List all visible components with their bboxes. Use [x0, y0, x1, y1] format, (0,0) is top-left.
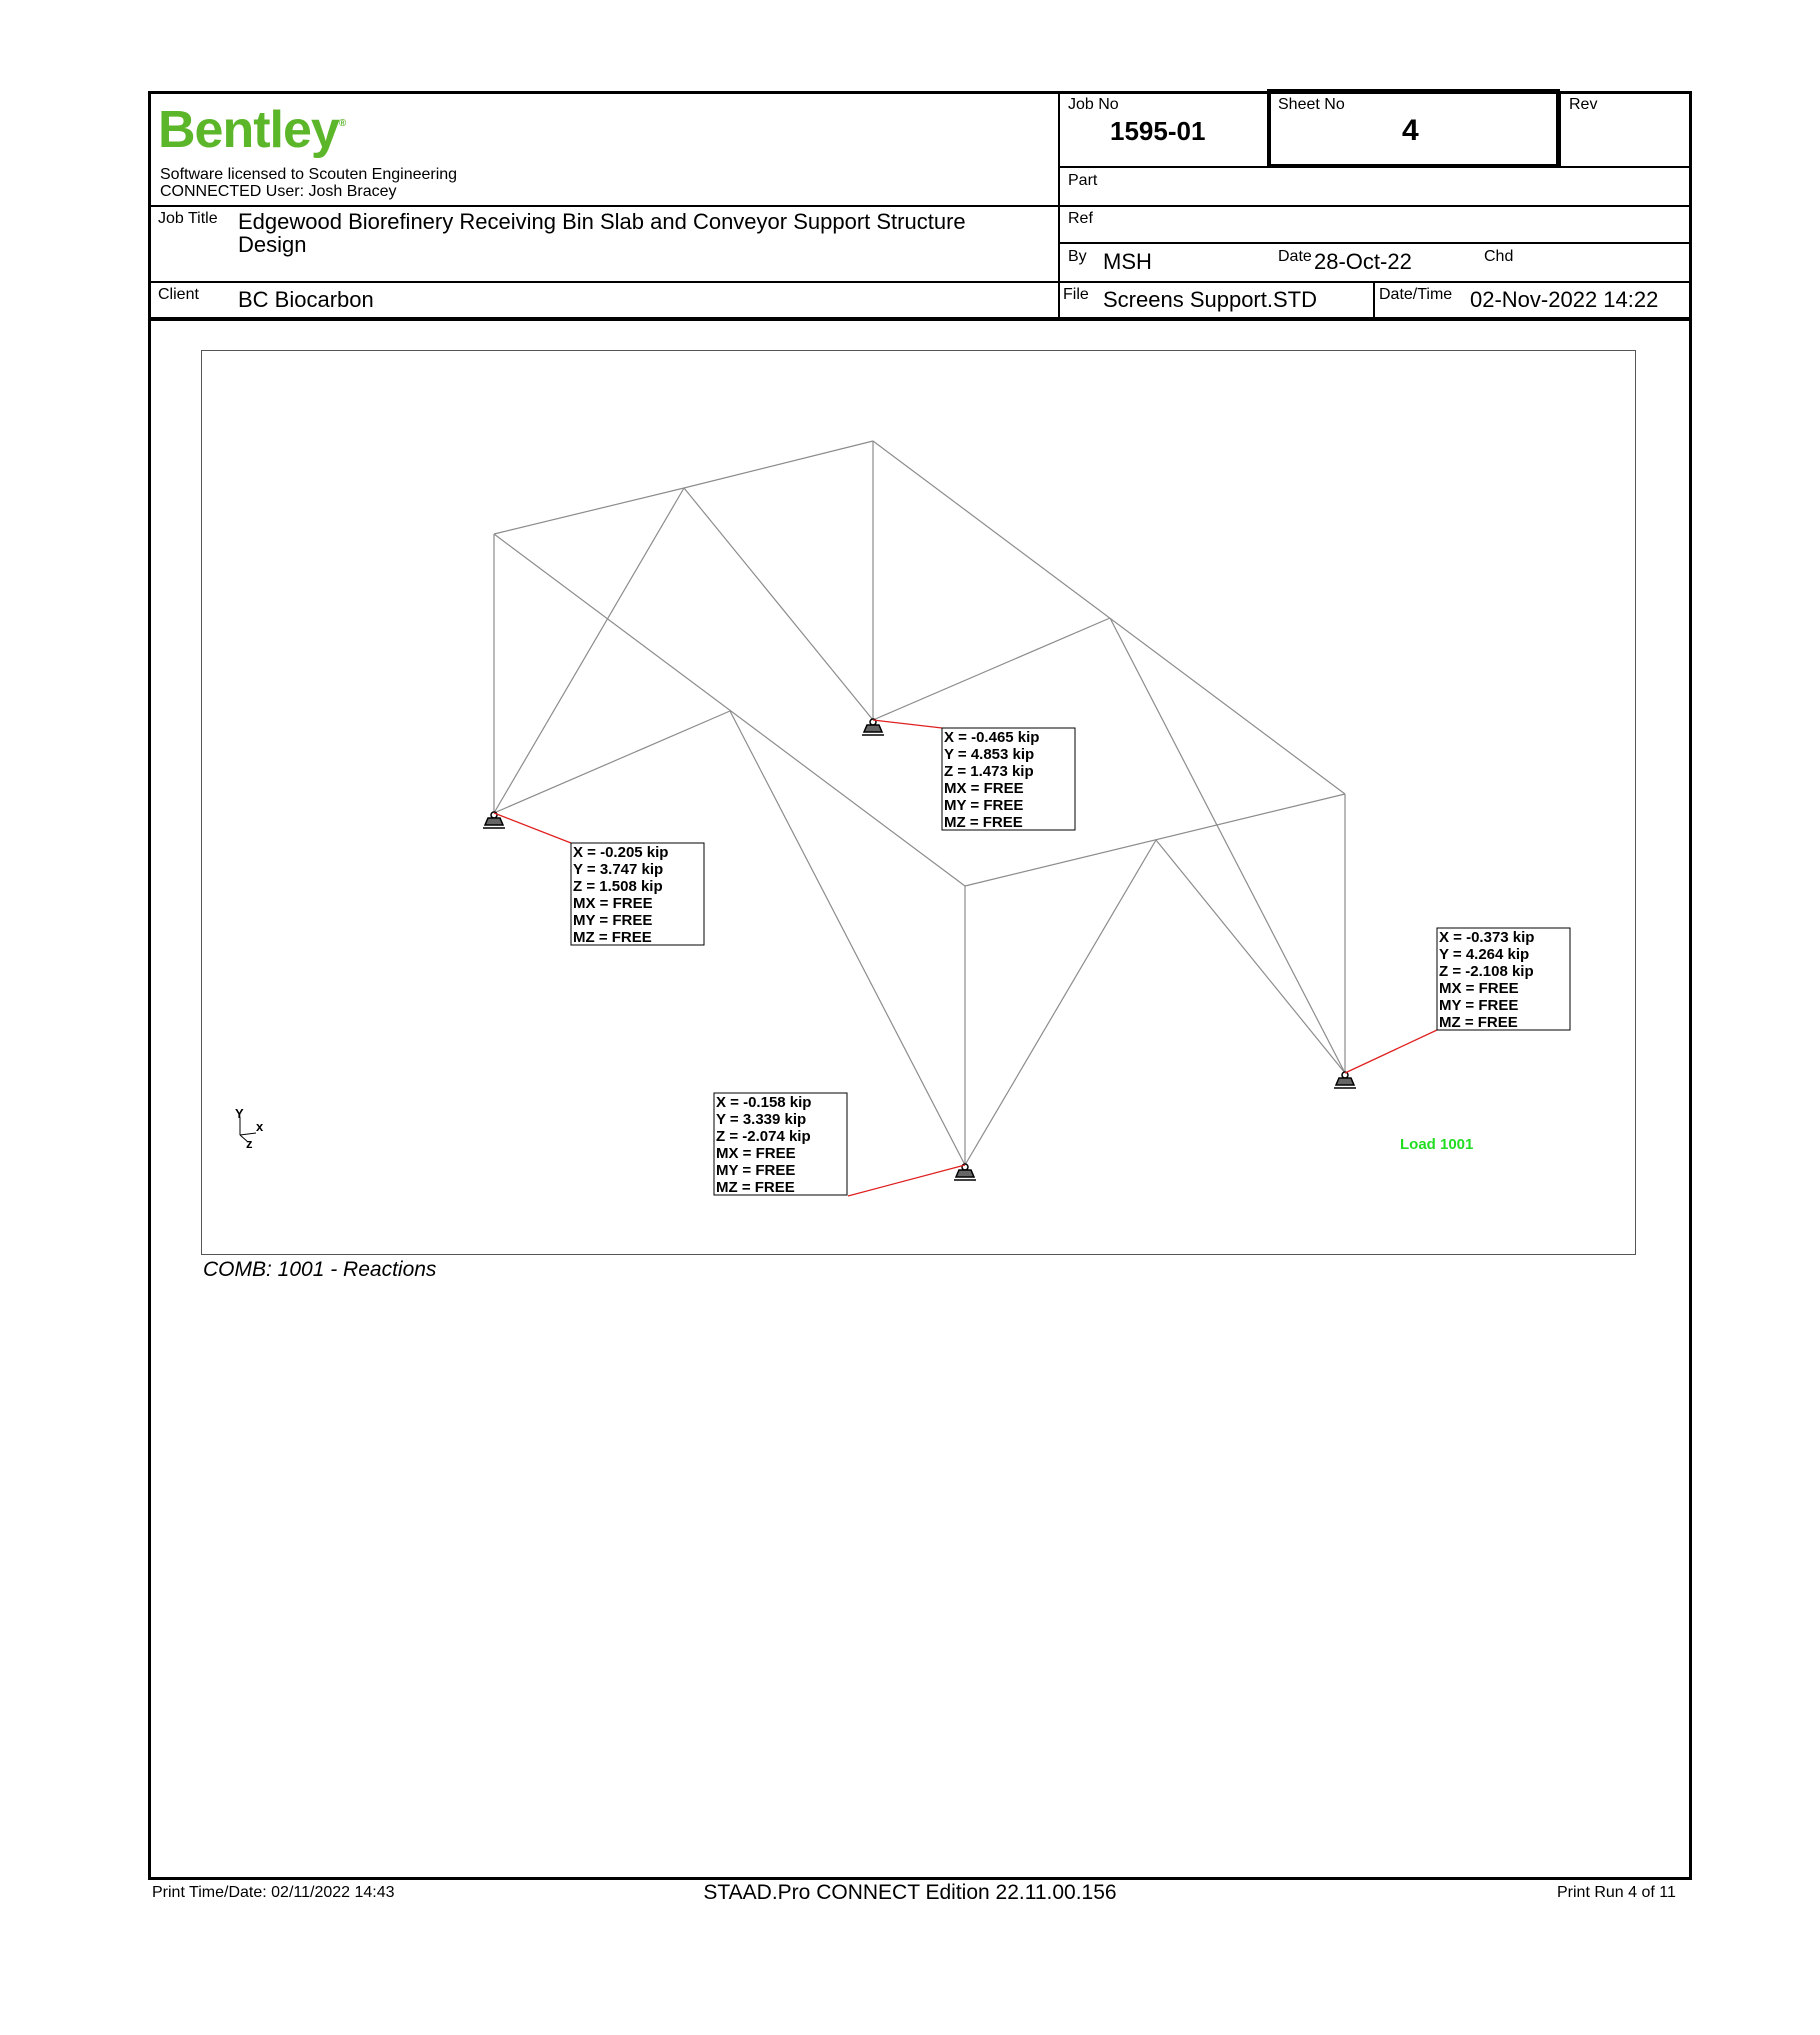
member — [494, 488, 684, 534]
member — [1156, 840, 1345, 1073]
member — [684, 441, 873, 488]
member — [1110, 618, 1345, 1073]
datetime-value: 02-Nov-2022 14:22 — [1470, 287, 1659, 312]
job-no-label: Job No — [1068, 96, 1119, 113]
support-icon — [483, 812, 505, 828]
client-value: BC Biocarbon — [238, 287, 374, 312]
datetime-label: Date/Time — [1379, 286, 1453, 303]
member — [494, 711, 730, 813]
leader-line — [494, 813, 571, 843]
reaction-value: MY = FREE — [944, 797, 1024, 814]
support-icon — [1334, 1072, 1356, 1088]
job-no-value: 1595-01 — [1110, 116, 1206, 146]
reaction-value: MY = FREE — [716, 1162, 796, 1179]
reaction-value: Y = 4.853 kip — [944, 746, 1035, 763]
reaction-value: MZ = FREE — [1439, 1014, 1518, 1031]
reaction-value: MY = FREE — [573, 912, 653, 929]
reaction-value: Z = 1.508 kip — [573, 878, 663, 895]
job-title-line-1: Edgewood Biorefinery Receiving Bin Slab and Conveyor Support Structure — [238, 209, 966, 234]
reaction-value: X = -0.158 kip — [716, 1094, 812, 1111]
member — [684, 488, 873, 720]
print-run: Print Run 4 of 11 — [1557, 1884, 1676, 1901]
load-label: Load 1001 — [1400, 1136, 1474, 1153]
supports — [483, 719, 1356, 1180]
license-line-2: CONNECTED User: Josh Bracey — [160, 183, 397, 200]
reaction-value: Y = 3.747 kip — [573, 861, 664, 878]
print-time: Print Time/Date: 02/11/2022 14:43 — [152, 1884, 395, 1901]
frame-members — [494, 441, 1345, 1165]
reaction-value: MX = FREE — [1439, 980, 1519, 997]
reaction-value: X = -0.465 kip — [944, 729, 1040, 746]
software-version: STAAD.Pro CONNECT Edition 22.11.00.156 — [703, 1881, 1117, 1904]
leader-line — [848, 1165, 965, 1196]
reaction-value: Z = -2.108 kip — [1439, 963, 1534, 980]
reaction-value: MZ = FREE — [573, 929, 652, 946]
sheet-no-value: 4 — [1402, 114, 1419, 147]
reaction-value: MZ = FREE — [944, 814, 1023, 831]
reaction-value: Z = -2.074 kip — [716, 1128, 811, 1145]
reaction-value: X = -0.205 kip — [573, 844, 669, 861]
member — [965, 840, 1156, 1165]
license-line-1: Software licensed to Scouten Engineering — [160, 166, 458, 183]
reaction-value: MY = FREE — [1439, 997, 1519, 1014]
bentley-logo: Bentley® — [158, 101, 346, 159]
drawing-caption: COMB: 1001 - Reactions — [203, 1258, 437, 1281]
leader-line — [873, 720, 942, 728]
job-title-label: Job Title — [158, 210, 218, 227]
x-axis — [240, 1133, 256, 1135]
reaction-value: MX = FREE — [573, 895, 653, 912]
date-value: 28-Oct-22 — [1314, 249, 1412, 274]
part-label: Part — [1068, 172, 1098, 189]
by-value: MSH — [1103, 249, 1152, 274]
reaction-value: Y = 3.339 kip — [716, 1111, 807, 1128]
job-title-line-2: Design — [238, 232, 307, 257]
axis-label-x: x — [256, 1119, 264, 1134]
axis-label-z: z — [246, 1136, 253, 1151]
axis-label-y: Y — [235, 1106, 244, 1121]
reaction-value: X = -0.373 kip — [1439, 929, 1535, 946]
by-label: By — [1068, 248, 1087, 265]
sheet-no-label: Sheet No — [1278, 96, 1345, 113]
ref-label: Ref — [1068, 210, 1093, 227]
file-value: Screens Support.STD — [1103, 287, 1317, 312]
client-label: Client — [158, 286, 199, 303]
reaction-value: MX = FREE — [716, 1145, 796, 1162]
leader-line — [1345, 1030, 1437, 1073]
member — [494, 534, 965, 886]
member — [494, 488, 684, 813]
reaction-value: Y = 4.264 kip — [1439, 946, 1530, 963]
date-label: Date — [1278, 248, 1312, 265]
file-label: File — [1063, 286, 1089, 303]
reaction-value: MZ = FREE — [716, 1179, 795, 1196]
reaction-value: MX = FREE — [944, 780, 1024, 797]
member — [873, 618, 1110, 720]
chd-label: Chd — [1484, 248, 1514, 265]
rev-label: Rev — [1569, 96, 1598, 113]
reaction-boxes — [571, 728, 1570, 1196]
reaction-value: Z = 1.473 kip — [944, 763, 1034, 780]
